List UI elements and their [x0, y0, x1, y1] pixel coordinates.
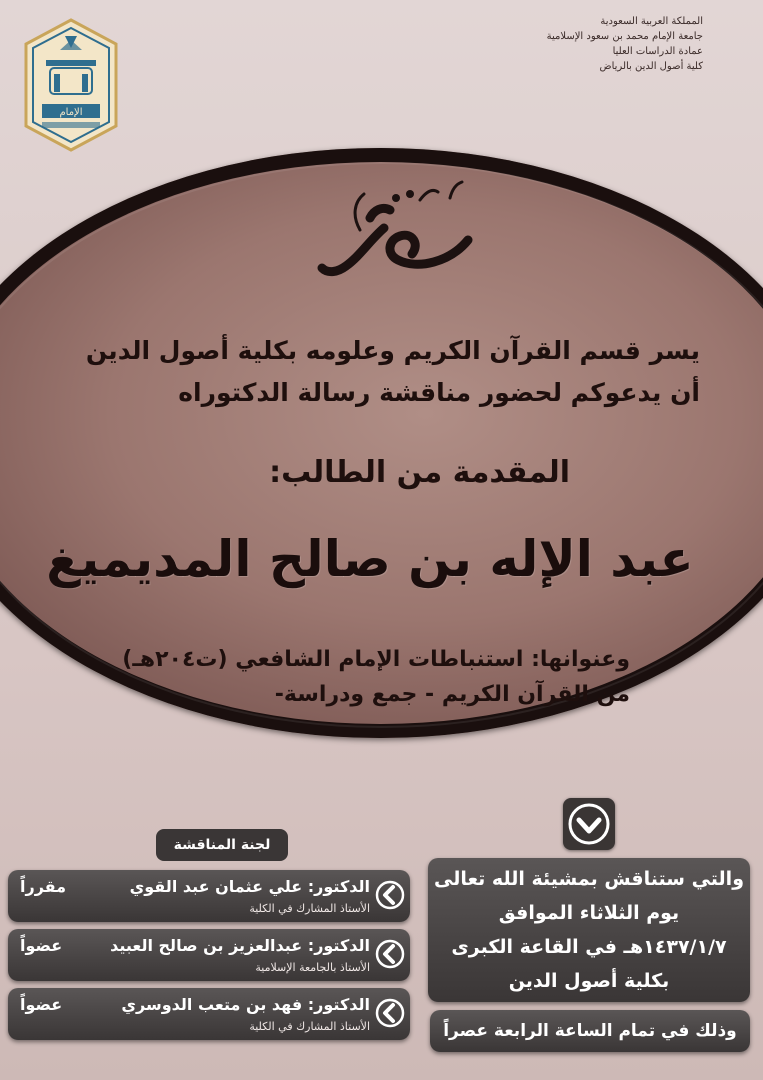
schedule-line-3: ١٤٣٧/١/٧هـ في القاعة الكبرى — [451, 936, 727, 958]
header-line-1: المملكة العربية السعودية — [600, 16, 703, 27]
chevron-left-icon — [374, 937, 406, 971]
schedule-box — [428, 858, 750, 1002]
committee-member — [8, 988, 410, 1040]
member-role: عضواً — [20, 995, 63, 1014]
member-position: الأستاذ المشارك في الكلية — [249, 902, 370, 915]
member-name: الدكتور: فهد بن متعب الدوسري — [121, 995, 370, 1014]
presented-by: المقدمة من الطالب: — [269, 455, 570, 490]
intro-line-1: يسر قسم القرآن الكريم وعلومه بكلية أصول الدين — [85, 336, 700, 365]
schedule-line-4: بكلية أصول الدين — [508, 970, 670, 992]
logo-text: الإمام — [59, 107, 83, 118]
chevron-left-icon — [374, 878, 406, 912]
thesis-title-line-2: من القرآن الكريم - جمع ودراسة- — [274, 682, 630, 707]
header-line-3: عمادة الدراسات العليا — [612, 46, 703, 57]
calligraphy-title — [300, 170, 500, 290]
schedule-line-1: والتي ستناقش بمشيئة الله تعالى — [433, 868, 745, 890]
schedule-time: وذلك في تمام الساعة الرابعة عصراً — [430, 1010, 750, 1052]
schedule-line-2: يوم الثلاثاء الموافق — [498, 902, 680, 924]
university-logo — [24, 18, 118, 152]
member-position: الأستاذ بالجامعة الإسلامية — [255, 961, 370, 974]
member-role: مقرراً — [20, 877, 67, 896]
intro-line-2: أن يدعوكم لحضور مناقشة رسالة الدكتوراه — [178, 378, 700, 407]
student-name: عبد الإله بن صالح المديميغ — [46, 530, 694, 588]
thesis-title-line-1: وعنوانها: استنباطات الإمام الشافعي (ت٢٠٤هـ) — [122, 647, 630, 672]
chevron-left-icon — [374, 996, 406, 1030]
header-line-4: كلية أصول الدين بالرياض — [599, 61, 703, 72]
member-position: الأستاذ المشارك في الكلية — [249, 1020, 370, 1033]
header-line-2: جامعة الإمام محمد بن سعود الإسلامية — [546, 31, 703, 42]
member-name: الدكتور: علي عثمان عبد القوي — [129, 877, 370, 896]
committee-member — [8, 870, 410, 922]
member-role: عضواً — [20, 936, 63, 955]
committee-member — [8, 929, 410, 981]
committee-heading: لجنة المناقشة — [156, 829, 288, 861]
institution-header — [443, 14, 703, 74]
member-name: الدكتور: عبدالعزيز بن صالح العبيد — [110, 936, 370, 955]
chevron-down-icon — [563, 798, 615, 850]
